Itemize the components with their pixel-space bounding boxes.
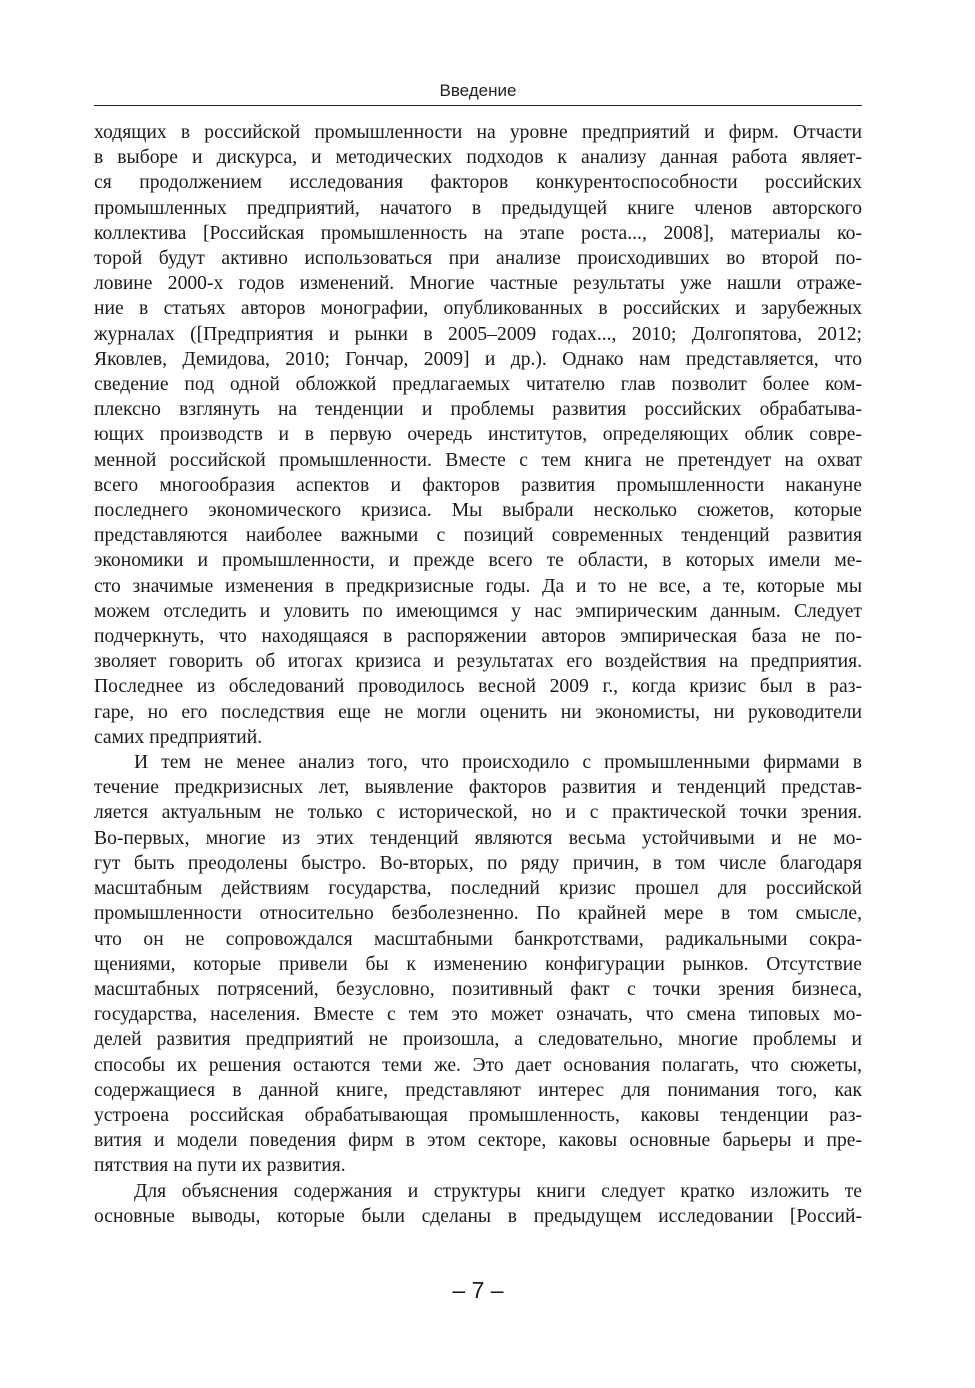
text-line: торой будут активно использоваться при анализе происходивших во второй по- [94,248,862,270]
text-line: основные выводы, которые были сделаны в предыдущем исследовании [Россий- [94,1205,862,1227]
text-line: содержащиеся в данной книге, представляют интерес для понимания того, как [94,1079,862,1101]
text-line: Яковлев, Демидова, 2010; Гончар, 2009] и др.). Однако нам представляется, что [94,348,862,370]
text-line: ние в статьях авторов монографии, опубликованных в российских и зарубежных [94,298,862,320]
text-line: менной российской промышленности. Вместе с тем книга не претендует на охват [94,449,862,471]
text-line: гут быть преодолены быстро. Во-вторых, по ряду причин, в том числе благодаря [94,852,862,874]
text-line: масштабным действиям государства, последний кризис прошел для российской [94,878,862,900]
paragraph-3 [94,1179,862,1229]
text-line: Для объяснения содержания и структуры книги следует кратко изложить те [134,1180,862,1202]
text-line: зволяет говорить об итогах кризиса и результатах его воздействия на предприятия. [94,651,862,673]
text-line: щениями, которые привели бы к изменению конфигурации рынков. Отсутствие [94,953,862,975]
text-line: способы их решения остаются теми же. Это дает основания полагать, что сюжеты, [94,1054,862,1076]
text-line: Во-первых, многие из этих тенденций являются весьма устойчивыми и не мо- [94,827,862,849]
text-line: промышленности относительно безболезненно. По крайней мере в том смысле, [94,903,862,925]
text-line: коллектива [Российская промышленность на этапе роста..., 2008], материалы ко- [94,222,862,244]
text-line: Последнее из обследований проводилось весной 2009 г., когда кризис был в раз- [94,676,862,698]
body-text [94,120,862,1229]
text-line: устроена российская обрабатывающая промышленность, каковы тенденции раз- [94,1104,862,1126]
page-number: – 7 – [452,1277,504,1303]
header-rule [94,105,862,106]
paragraph-1 [94,120,862,750]
text-line: последнего экономического кризиса. Мы выбрали несколько сюжетов, которые [94,500,862,522]
text-line: в выборе и дискурса, и методических подходов к анализу данная работа являет- [94,147,862,169]
paragraph-2 [94,750,862,1178]
text-line: пятствия на пути их развития. [94,1155,346,1177]
text-line: гаре, но его последствия еще не могли оценить ни экономисты, ни руководители [94,701,862,723]
text-line: что он не сопровождался масштабными банкротствами, радикальными сокра- [94,928,862,950]
text-line: масштабных потрясений, безусловно, позитивный факт с точки зрения бизнеса, [94,978,862,1000]
text-line: промышленных предприятий, начатого в предыдущей книге членов авторского [94,197,862,219]
text-line: И тем не менее анализ того, что происходило с промышленными фирмами в [134,752,862,774]
text-line: представляются наиболее важными с позиций современных тенденций развития [94,525,862,547]
running-head: Введение [439,81,517,100]
text-line: плексно взглянуть на тенденции и проблемы развития российских обрабатыва- [94,399,862,421]
text-line: ющих производств и в первую очередь институтов, определяющих облик совре- [94,424,862,446]
text-line: всего многообразия аспектов и факторов развития промышленности накануне [94,474,862,496]
text-line: сведение под одной обложкой предлагаемых читателю глав позволит более ком- [94,374,862,396]
text-line: экономики и промышленности, и прежде всего те области, в которых имели ме- [94,550,862,572]
text-line: течение предкризисных лет, выявление факторов развития и тенденций представ- [94,777,862,799]
text-line: ляется актуальным не только с исторической, но и с практической точки зрения. [94,802,862,824]
text-line: вития и модели поведения фирм в этом секторе, каковы основные барьеры и пре- [94,1130,862,1152]
text-line: самих предприятий. [94,726,263,748]
text-line: ся продолжением исследования факторов конкурентоспособности российских [94,172,862,194]
text-line: ловине 2000-х годов изменений. Многие частные результаты уже нашли отраже- [94,273,862,295]
text-line: можем отследить и уловить по имеющимся у нас эмпирическим данным. Следует [94,600,862,622]
text-line: подчеркнуть, что находящаяся в распоряжении авторов эмпирическая база не по- [94,626,862,648]
text-line: ходящих в российской промышленности на уровне предприятий и фирм. Отчасти [94,122,862,143]
text-line: делей развития предприятий не произошла, а следовательно, многие проблемы и [94,1029,862,1051]
text-line: государства, населения. Вместе с тем это может означать, что смена типовых мо- [94,1004,862,1026]
text-line: журналах ([Предприятия и рынки в 2005–2009 годах..., 2010; Долгопятова, 2012; [94,323,862,345]
text-line: сто значимые изменения в предкризисные годы. Да и то не все, а те, которые мы [94,575,862,597]
